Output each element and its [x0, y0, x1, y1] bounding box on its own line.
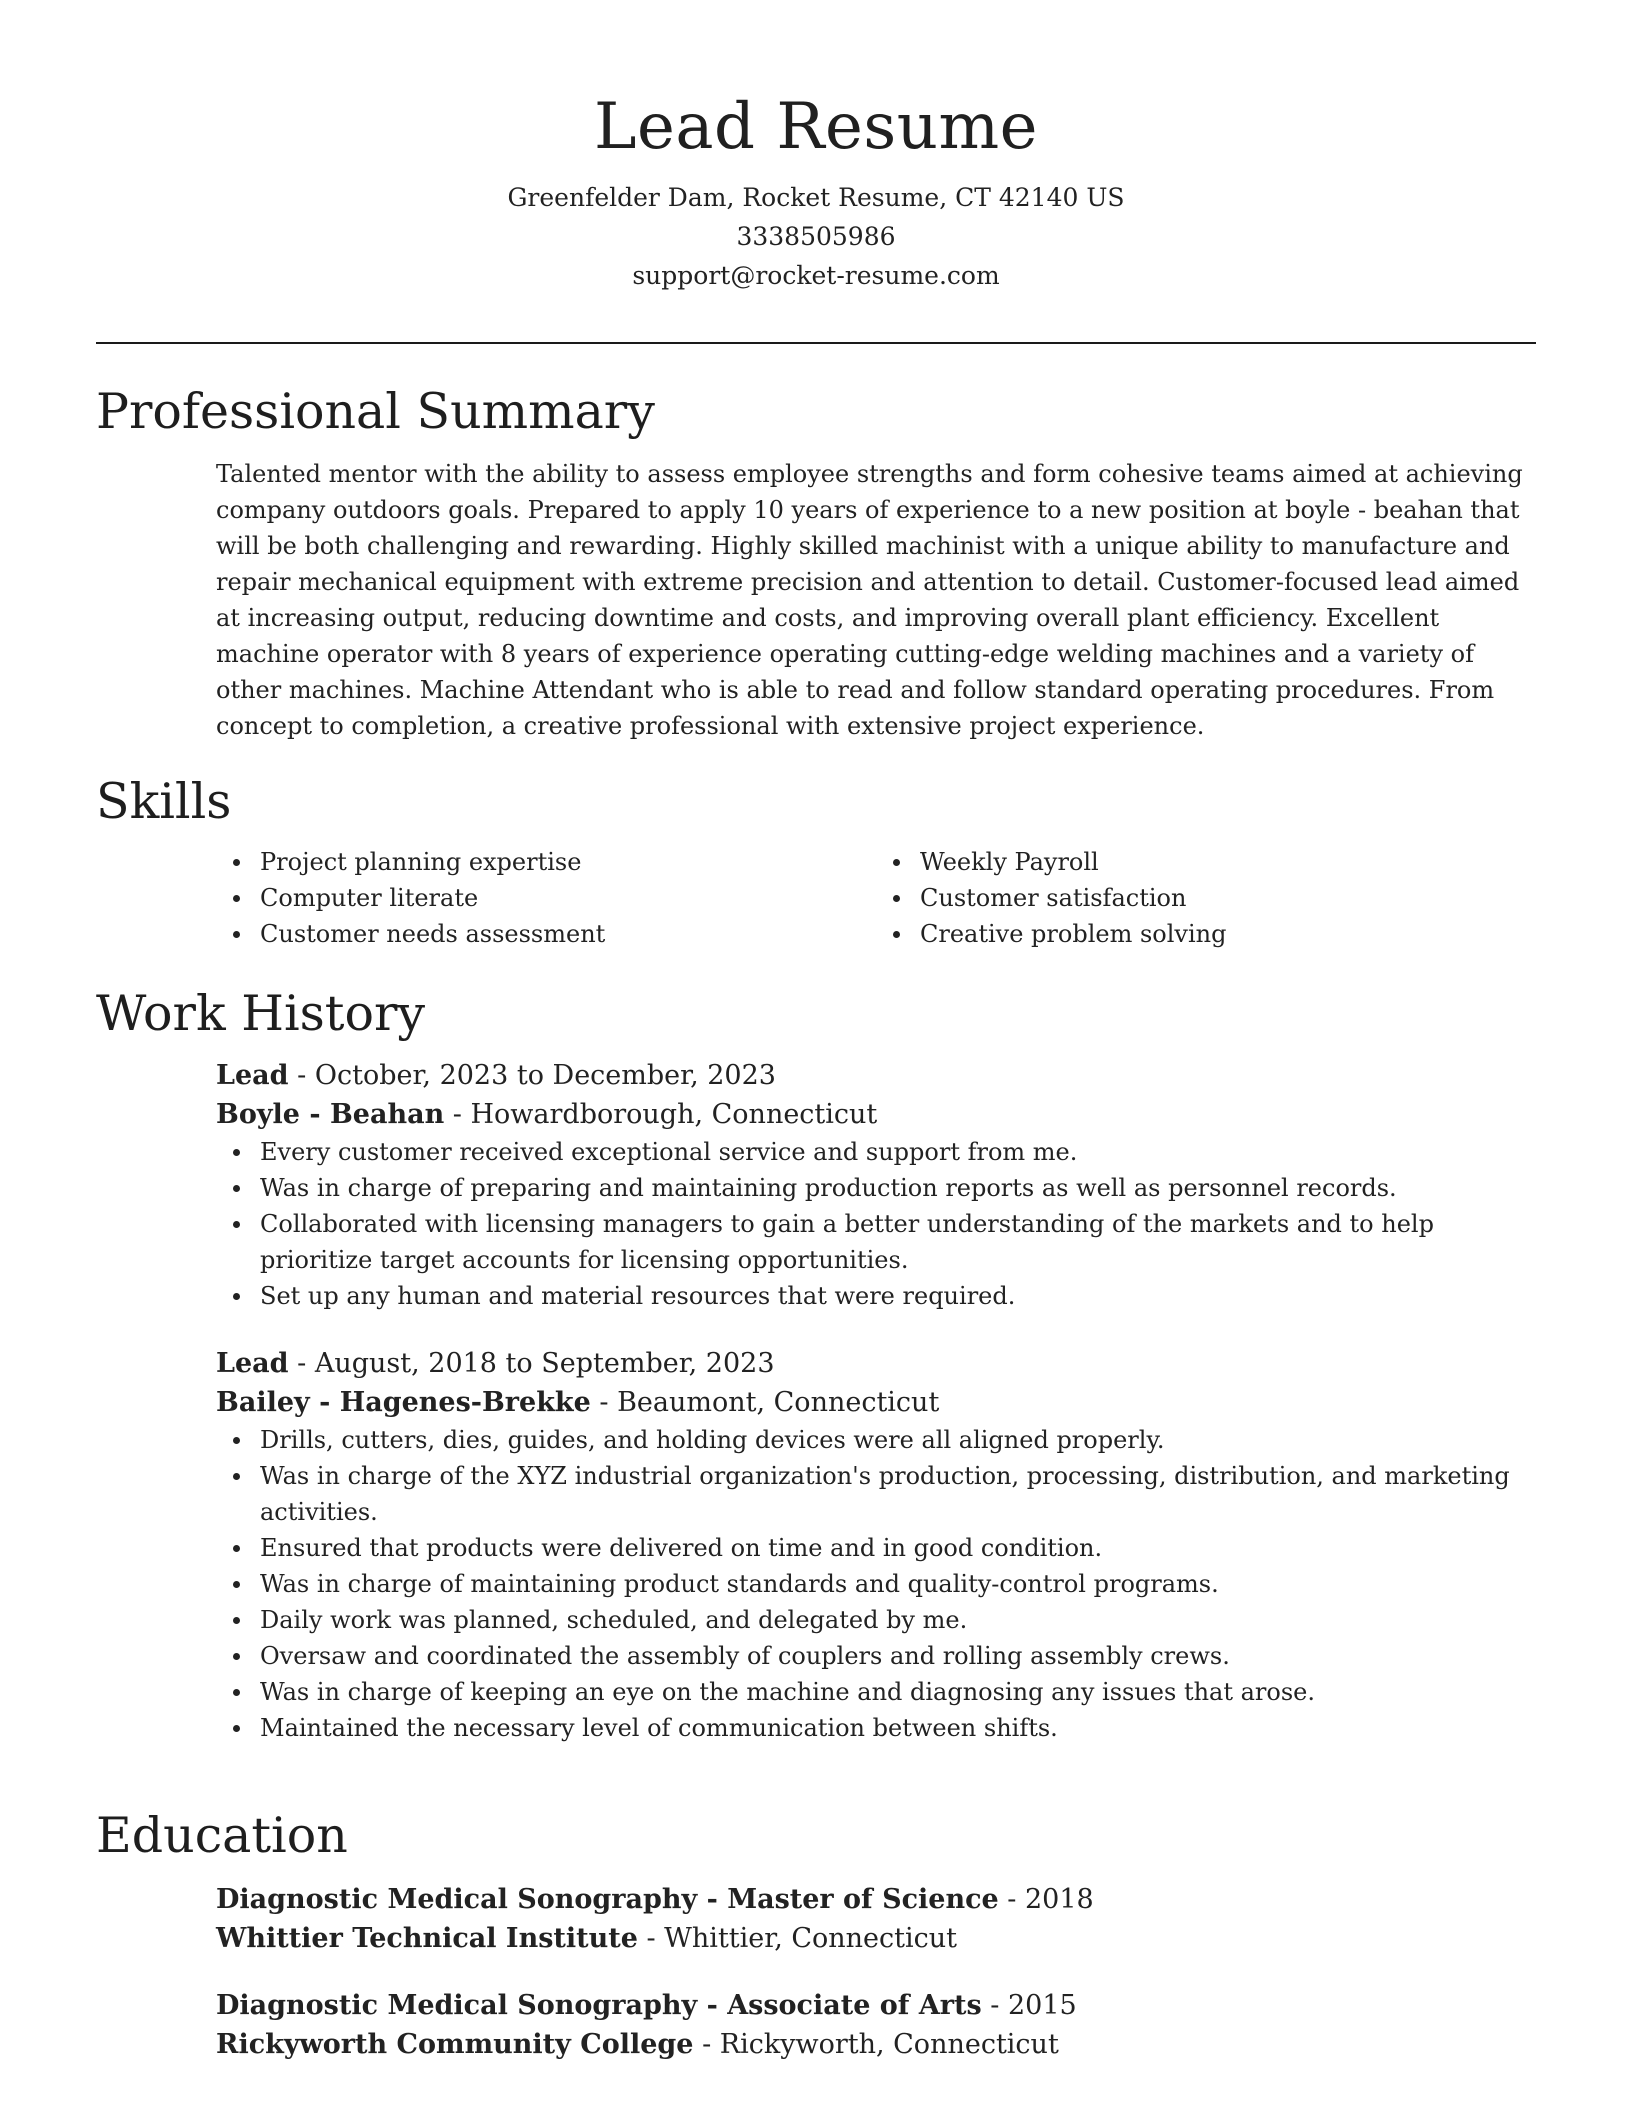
job-bullet: Every customer received exceptional service and support from me.	[260, 1134, 1536, 1170]
resume-page	[96, 0, 1536, 2060]
job-bullet: Was in charge of maintaining product standards and quality-control programs.	[260, 1566, 1536, 1602]
job-location: - Beaumont, Connecticut	[590, 1387, 940, 1418]
education-section	[96, 1804, 1536, 2064]
education-heading: Education	[96, 1807, 348, 1864]
work-heading: Work History	[96, 985, 426, 1042]
education-degree-line	[216, 1986, 1536, 2025]
job-bullets	[216, 1134, 1536, 1314]
contact-email: support@rocket-resume.com	[632, 261, 1000, 290]
skills-grid	[216, 844, 1536, 952]
skill-item: Computer literate	[260, 880, 876, 916]
job-entry	[216, 1056, 1536, 1314]
education-degree-line	[216, 1880, 1536, 1919]
skills-heading: Skills	[96, 773, 232, 830]
education-degree: Diagnostic Medical Sonography - Master of Science	[216, 1884, 999, 1915]
education-school-line	[216, 2025, 1536, 2064]
summary-text: Talented mentor with the ability to assess employee strengths and form cohesive teams aimed at achieving company outdoors goals. Prepared to apply 10 years of experience to a new position at boyle - beahan that will be both challenging and rewarding. Highly skilled machinist with a unique ability to manufacture and repair mechanical equipment with extreme precision and attention to detail. Customer-focused lead aimed at increasing output, reducing downtime and costs, and improving overall plant efficiency. Excellent machine operator with 8 years of experience operating cutting-edge welding machines and a variety of other machines. Machine Attendant who is able to read and follow standard operating procedures. From concept to completion, a creative professional with extensive project experience.	[216, 460, 1523, 740]
summary-heading: Professional Summary	[96, 383, 655, 440]
resume-header	[96, 0, 1536, 295]
job-title-line	[216, 1056, 1536, 1095]
work-entries	[216, 1056, 1536, 1746]
job-bullet: Was in charge of preparing and maintaining production reports as well as personnel records.	[260, 1170, 1536, 1206]
job-bullet: Daily work was planned, scheduled, and delegated by me.	[260, 1602, 1536, 1638]
education-year: - 2015	[981, 1990, 1077, 2021]
education-year: - 2018	[998, 1884, 1094, 1915]
skill-item: Customer satisfaction	[920, 880, 1536, 916]
contact-phone: 3338505986	[736, 222, 896, 251]
contact-address: Greenfelder Dam, Rocket Resume, CT 42140 US	[507, 183, 1125, 212]
job-bullet: Drills, cutters, dies, guides, and holding devices were all aligned properly.	[260, 1422, 1536, 1458]
education-school: Rickyworth Community College	[216, 2029, 694, 2060]
education-entry	[216, 1880, 1536, 1958]
job-bullet: Ensured that products were delivered on time and in good condition.	[260, 1530, 1536, 1566]
summary-section	[96, 380, 1536, 744]
skill-item: Weekly Payroll	[920, 844, 1536, 880]
resume-name: Lead Resume	[593, 90, 1039, 164]
job-company-line	[216, 1383, 1536, 1422]
job-bullet: Maintained the necessary level of communication between shifts.	[260, 1710, 1536, 1746]
job-role: Lead	[216, 1060, 289, 1091]
skills-column-right	[876, 844, 1536, 952]
education-location: - Whittier, Connecticut	[637, 1923, 957, 1954]
job-role: Lead	[216, 1348, 289, 1379]
skills-section	[96, 770, 1536, 952]
education-school-line	[216, 1919, 1536, 1958]
job-bullet: Set up any human and material resources that were required.	[260, 1278, 1536, 1314]
header-divider	[96, 342, 1536, 344]
job-bullet: Oversaw and coordinated the assembly of couplers and rolling assembly crews.	[260, 1638, 1536, 1674]
education-entries	[216, 1880, 1536, 2064]
contact-block	[96, 178, 1536, 295]
job-bullets	[216, 1422, 1536, 1746]
job-bullet: Collaborated with licensing managers to gain a better understanding of the markets and to help prioritize target accounts for licensing opportunities.	[260, 1206, 1536, 1278]
skill-item: Customer needs assessment	[260, 916, 876, 952]
education-degree: Diagnostic Medical Sonography - Associate of Arts	[216, 1990, 982, 2021]
job-company-line	[216, 1095, 1536, 1134]
education-location: - Rickyworth, Connecticut	[693, 2029, 1059, 2060]
job-dates: - October, 2023 to December, 2023	[288, 1060, 776, 1091]
skill-item: Creative problem solving	[920, 916, 1536, 952]
education-school: Whittier Technical Institute	[216, 1923, 638, 1954]
job-location: - Howardborough, Connecticut	[444, 1099, 878, 1130]
job-title-line	[216, 1344, 1536, 1383]
work-section	[96, 982, 1536, 1746]
job-entry	[216, 1344, 1536, 1746]
skills-column-left	[216, 844, 876, 952]
job-company: Boyle - Beahan	[216, 1099, 445, 1130]
job-bullet: Was in charge of the XYZ industrial organization's production, processing, distribution, and marketing activities.	[260, 1458, 1536, 1530]
job-company: Bailey - Hagenes-Brekke	[216, 1387, 591, 1418]
job-bullet: Was in charge of keeping an eye on the machine and diagnosing any issues that arose.	[260, 1674, 1536, 1710]
education-entry	[216, 1986, 1536, 2064]
job-dates: - August, 2018 to September, 2023	[288, 1348, 775, 1379]
skill-item: Project planning expertise	[260, 844, 876, 880]
